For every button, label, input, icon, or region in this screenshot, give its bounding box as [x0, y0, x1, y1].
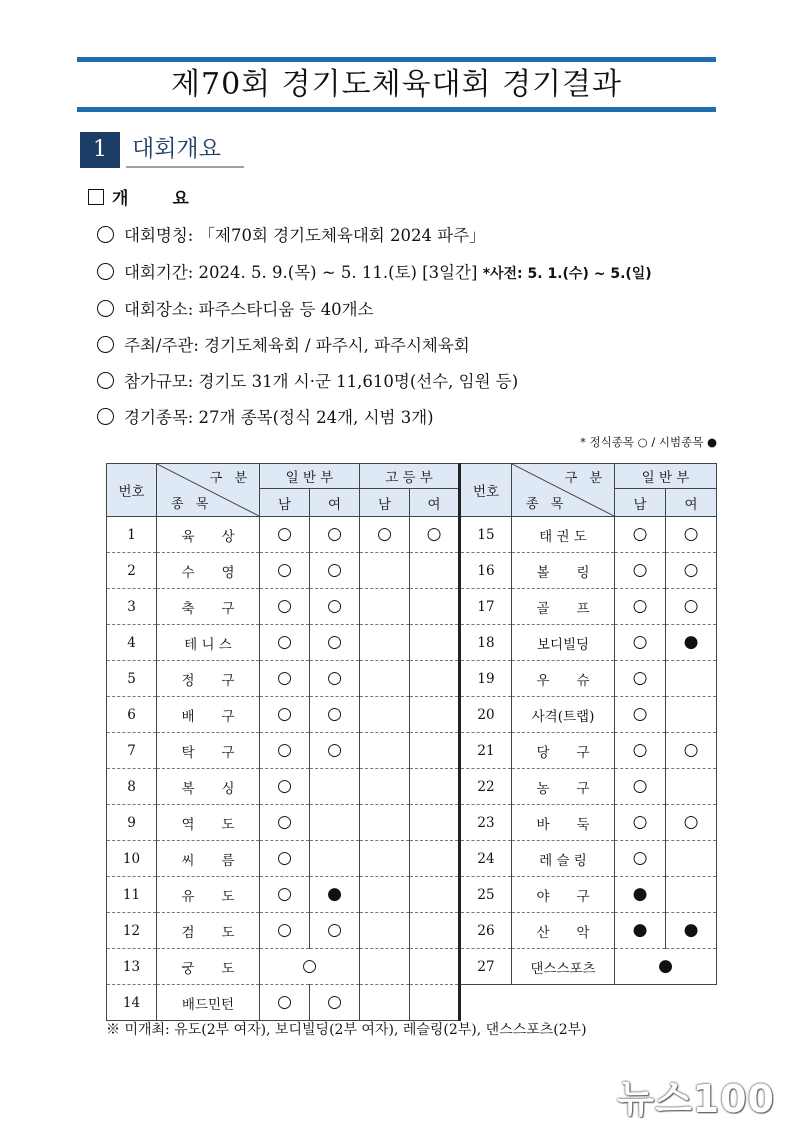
highschool-male-mark — [360, 949, 410, 985]
row-number: 24 — [460, 841, 512, 877]
general-male-mark: ○ — [260, 661, 310, 697]
info-item — [97, 404, 434, 428]
general-female-mark: ○ — [310, 697, 360, 733]
section-title: 대회개요 — [126, 132, 244, 168]
general-female-mark: ○ — [310, 985, 360, 1021]
header-diagonal-cell-right — [512, 464, 615, 517]
highschool-female-mark — [410, 877, 460, 913]
info-text: 대회기간: 2024. 5. 9.(목) ~ 5. 11.(토) [3일간] — [124, 263, 483, 282]
header-general: 일 반 부 — [260, 464, 360, 489]
general-merged-mark: ● — [615, 949, 717, 985]
table-row — [107, 589, 717, 625]
event-name: 태 권 도 — [512, 517, 615, 553]
row-number: 20 — [460, 697, 512, 733]
general-male-mark: ○ — [260, 553, 310, 589]
general-male-mark: ● — [615, 877, 666, 913]
general-female-mark — [666, 661, 717, 697]
event-name: 배 구 — [157, 697, 260, 733]
event-name: 야 구 — [512, 877, 615, 913]
circle-bullet-icon — [97, 372, 114, 389]
table-row — [107, 841, 717, 877]
row-number: 14 — [107, 985, 157, 1021]
footnote: ※ 미개최: 유도(2부 여자), 보디빌딩(2부 여자), 레슬링(2부), 댄스스포츠(2부) — [106, 1022, 587, 1038]
general-male-mark: ○ — [615, 697, 666, 733]
row-number: 21 — [460, 733, 512, 769]
general-male-mark: ○ — [260, 841, 310, 877]
info-item — [97, 332, 470, 356]
general-female-mark: ○ — [666, 553, 717, 589]
general-female-mark — [310, 805, 360, 841]
event-name: 당 구 — [512, 733, 615, 769]
event-name: 검 도 — [157, 913, 260, 949]
general-female-mark — [666, 877, 717, 913]
table-row — [107, 769, 717, 805]
event-name: 유 도 — [157, 877, 260, 913]
highschool-male-mark — [360, 697, 410, 733]
general-male-mark: ○ — [260, 625, 310, 661]
row-number: 25 — [460, 877, 512, 913]
page-title: 제70회 경기도체육대회 경기결과 — [171, 67, 622, 102]
event-name: 정 구 — [157, 661, 260, 697]
general-male-mark: ○ — [615, 553, 666, 589]
highschool-male-mark — [360, 769, 410, 805]
general-male-mark: ○ — [260, 769, 310, 805]
overview-heading-b: 요 — [172, 189, 189, 209]
info-text: 주최/주관: 경기도체육회 / 파주시, 파주시체육회 — [124, 336, 470, 355]
highschool-male-mark — [360, 913, 410, 949]
row-number: 22 — [460, 769, 512, 805]
event-name: 보디빌딩 — [512, 625, 615, 661]
event-name: 볼 링 — [512, 553, 615, 589]
info-item — [97, 368, 518, 392]
highschool-male-mark — [360, 841, 410, 877]
header-general-male: 남 — [260, 489, 310, 517]
info-item — [97, 222, 486, 246]
table-row — [107, 661, 717, 697]
row-number: 4 — [107, 625, 157, 661]
info-text: 대회장소: 파주스타디움 등 40개소 — [124, 300, 374, 319]
info-extra: *사전: 5. 1.(수) ~ 5.(일) — [482, 266, 652, 282]
table-row — [107, 949, 717, 985]
row-number: 6 — [107, 697, 157, 733]
general-male-mark: ○ — [260, 517, 310, 553]
highschool-female-mark — [410, 625, 460, 661]
highschool-male-mark: ○ — [360, 517, 410, 553]
event-name: 궁 도 — [157, 949, 260, 985]
highschool-male-mark — [360, 985, 410, 1021]
header-no-right: 번호 — [460, 464, 512, 517]
general-male-mark: ○ — [260, 697, 310, 733]
event-name: 바 둑 — [512, 805, 615, 841]
event-name: 역 도 — [157, 805, 260, 841]
info-text: 경기종목: 27개 종목(정식 24개, 시범 3개) — [124, 408, 434, 427]
highschool-male-mark — [360, 877, 410, 913]
row-number: 19 — [460, 661, 512, 697]
event-name: 우 슈 — [512, 661, 615, 697]
header-no: 번호 — [107, 464, 157, 517]
general-female-mark: ○ — [310, 553, 360, 589]
info-text: 참가규모: 경기도 31개 시·군 11,610명(선수, 임원 등) — [124, 372, 519, 391]
highschool-female-mark — [410, 661, 460, 697]
general-female-mark: ● — [310, 877, 360, 913]
overview-heading — [88, 184, 189, 209]
general-male-mark: ● — [615, 913, 666, 949]
highschool-female-mark — [410, 985, 460, 1021]
circle-bullet-icon — [97, 300, 114, 317]
general-female-mark: ○ — [666, 805, 717, 841]
header-category-right: 구 분 — [564, 471, 606, 486]
header-highschool: 고 등 부 — [360, 464, 460, 489]
general-female-mark: ○ — [310, 625, 360, 661]
table-row — [107, 877, 717, 913]
general-female-mark: ○ — [666, 733, 717, 769]
row-number: 10 — [107, 841, 157, 877]
header-general-right: 일 반 부 — [615, 464, 717, 489]
table-row — [107, 733, 717, 769]
table-row — [107, 985, 717, 1021]
overview-heading-a: 개 — [112, 189, 129, 209]
watermark-logo: 뉴스100 — [617, 1077, 775, 1121]
general-female-mark: ○ — [310, 589, 360, 625]
highschool-male-mark — [360, 589, 410, 625]
empty-cell — [460, 985, 717, 1021]
info-item — [97, 259, 652, 283]
general-male-mark: ○ — [615, 733, 666, 769]
header-event: 종 목 — [171, 497, 213, 512]
general-male-mark: ○ — [615, 661, 666, 697]
results-table — [106, 463, 717, 1021]
table-row — [107, 913, 717, 949]
title-top-rule — [77, 57, 716, 62]
event-name: 골 프 — [512, 589, 615, 625]
row-number: 17 — [460, 589, 512, 625]
general-female-mark — [310, 769, 360, 805]
row-number: 18 — [460, 625, 512, 661]
highschool-female-mark — [410, 733, 460, 769]
title-bottom-rule — [77, 107, 716, 112]
event-name: 테 니 스 — [157, 625, 260, 661]
event-name: 댄스스포츠 — [512, 949, 615, 985]
table-row — [107, 553, 717, 589]
general-female-mark: ○ — [666, 517, 717, 553]
highschool-female-mark — [410, 841, 460, 877]
general-female-mark — [666, 841, 717, 877]
general-female-mark: ○ — [310, 661, 360, 697]
highschool-female-mark — [410, 913, 460, 949]
general-male-mark: ○ — [615, 589, 666, 625]
info-text: 대회명칭: 「제70회 경기도체육대회 2024 파주」 — [124, 226, 486, 245]
event-name: 씨 름 — [157, 841, 260, 877]
general-male-mark: ○ — [260, 877, 310, 913]
highschool-female-mark: ○ — [410, 517, 460, 553]
header-event-right: 종 목 — [526, 497, 568, 512]
header-diagonal-cell — [157, 464, 260, 517]
general-female-mark — [310, 841, 360, 877]
header-highschool-female: 여 — [410, 489, 460, 517]
row-number: 12 — [107, 913, 157, 949]
event-name: 농 구 — [512, 769, 615, 805]
header-general-male-right: 남 — [615, 489, 666, 517]
circle-bullet-icon — [97, 408, 114, 425]
row-number: 1 — [107, 517, 157, 553]
circle-bullet-icon — [97, 336, 114, 353]
symbol-legend: * 정식종목 ○ / 시범종목 ● — [580, 435, 717, 449]
general-male-mark: ○ — [615, 625, 666, 661]
row-number: 3 — [107, 589, 157, 625]
general-female-mark — [666, 697, 717, 733]
row-number: 8 — [107, 769, 157, 805]
general-female-mark: ○ — [310, 517, 360, 553]
event-name: 육 상 — [157, 517, 260, 553]
highschool-male-mark — [360, 553, 410, 589]
event-name: 사격(트랩) — [512, 697, 615, 733]
general-male-mark: ○ — [260, 913, 310, 949]
header-highschool-male: 남 — [360, 489, 410, 517]
event-name: 수 영 — [157, 553, 260, 589]
info-item — [97, 296, 374, 320]
circle-bullet-icon — [97, 263, 114, 280]
checkbox-square-icon — [88, 189, 104, 205]
general-female-mark: ○ — [310, 913, 360, 949]
general-male-mark: ○ — [615, 841, 666, 877]
highschool-female-mark — [410, 805, 460, 841]
general-male-mark: ○ — [260, 985, 310, 1021]
row-number: 11 — [107, 877, 157, 913]
row-number: 15 — [460, 517, 512, 553]
general-merged-mark: ○ — [260, 949, 360, 985]
general-male-mark: ○ — [615, 517, 666, 553]
header-category: 구 분 — [209, 471, 251, 486]
highschool-female-mark — [410, 949, 460, 985]
event-name: 배드민턴 — [157, 985, 260, 1021]
event-name: 산 악 — [512, 913, 615, 949]
highschool-female-mark — [410, 553, 460, 589]
table-row — [107, 697, 717, 733]
highschool-male-mark — [360, 733, 410, 769]
table-row — [107, 625, 717, 661]
event-name: 탁 구 — [157, 733, 260, 769]
general-male-mark: ○ — [260, 589, 310, 625]
row-number: 9 — [107, 805, 157, 841]
row-number: 27 — [460, 949, 512, 985]
row-number: 2 — [107, 553, 157, 589]
general-female-mark: ● — [666, 625, 717, 661]
general-male-mark: ○ — [260, 733, 310, 769]
row-number: 16 — [460, 553, 512, 589]
highschool-female-mark — [410, 697, 460, 733]
row-number: 23 — [460, 805, 512, 841]
table-row — [107, 805, 717, 841]
highschool-male-mark — [360, 661, 410, 697]
table-row — [107, 517, 717, 553]
row-number: 13 — [107, 949, 157, 985]
circle-bullet-icon — [97, 226, 114, 243]
highschool-male-mark — [360, 625, 410, 661]
general-female-mark: ○ — [666, 589, 717, 625]
general-male-mark: ○ — [615, 769, 666, 805]
highschool-female-mark — [410, 589, 460, 625]
general-female-mark: ● — [666, 913, 717, 949]
row-number: 5 — [107, 661, 157, 697]
highschool-female-mark — [410, 769, 460, 805]
general-male-mark: ○ — [260, 805, 310, 841]
general-male-mark: ○ — [615, 805, 666, 841]
event-name: 축 구 — [157, 589, 260, 625]
general-female-mark — [666, 769, 717, 805]
header-general-female: 여 — [310, 489, 360, 517]
row-number: 7 — [107, 733, 157, 769]
row-number: 26 — [460, 913, 512, 949]
general-female-mark: ○ — [310, 733, 360, 769]
highschool-male-mark — [360, 805, 410, 841]
event-name: 레 슬 링 — [512, 841, 615, 877]
section-number: 1 — [80, 132, 120, 168]
header-general-female-right: 여 — [666, 489, 717, 517]
event-name: 복 싱 — [157, 769, 260, 805]
